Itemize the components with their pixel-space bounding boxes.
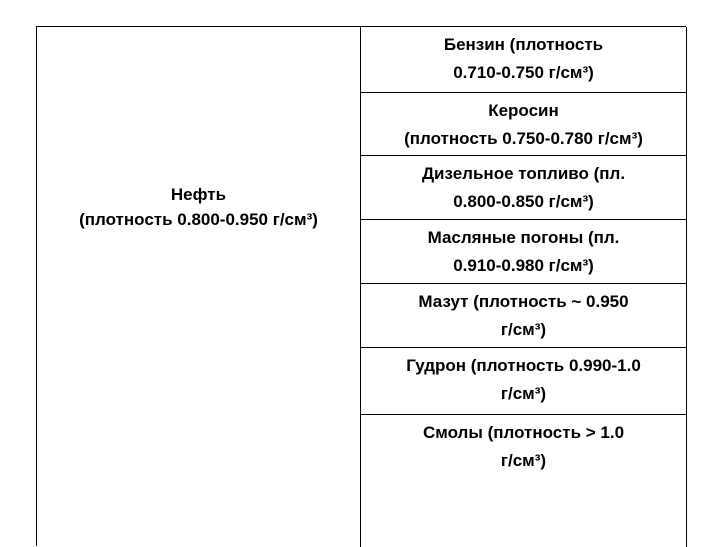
fraction-name: Смолы (плотность > 1.0 [422,423,625,442]
fraction-row-resins [361,415,686,547]
fraction-density: 0.910-0.980 г/см³) [453,256,594,275]
crude-oil-density: (плотность 0.800-0.950 г/см³) [79,210,318,229]
fraction-row-oil-cuts [361,220,686,284]
crude-oil-label [37,182,360,232]
fraction-name: Дизельное топливо (пл. [421,164,626,183]
fraction-name: Гудрон (плотность 0.990-1.0 [406,356,641,375]
crude-oil-cell [37,27,361,547]
fraction-row-fuel-oil [361,284,686,348]
fraction-density: 0.710-0.750 г/см³) [453,63,594,82]
fraction-name: Керосин [488,101,559,120]
fraction-name: Бензин (плотность [443,35,604,54]
crude-oil-name: Нефть [170,185,227,204]
fraction-density: г/см³) [500,451,547,470]
fraction-density: г/см³) [500,384,547,403]
fraction-density: 0.800-0.850 г/см³) [453,192,594,211]
fraction-name: Мазут (плотность ~ 0.950 [418,292,629,311]
fraction-row-diesel [361,156,686,220]
fractions-column [361,27,687,547]
fraction-row-gasoline [361,27,686,93]
fraction-row-kerosene [361,93,686,156]
fraction-density: (плотность 0.750-0.780 г/см³) [404,129,643,148]
fraction-name: Масляные погоны (пл. [427,228,620,247]
fraction-density: г/см³) [500,320,547,339]
fraction-row-tar [361,348,686,415]
oil-fractions-table [36,26,686,546]
